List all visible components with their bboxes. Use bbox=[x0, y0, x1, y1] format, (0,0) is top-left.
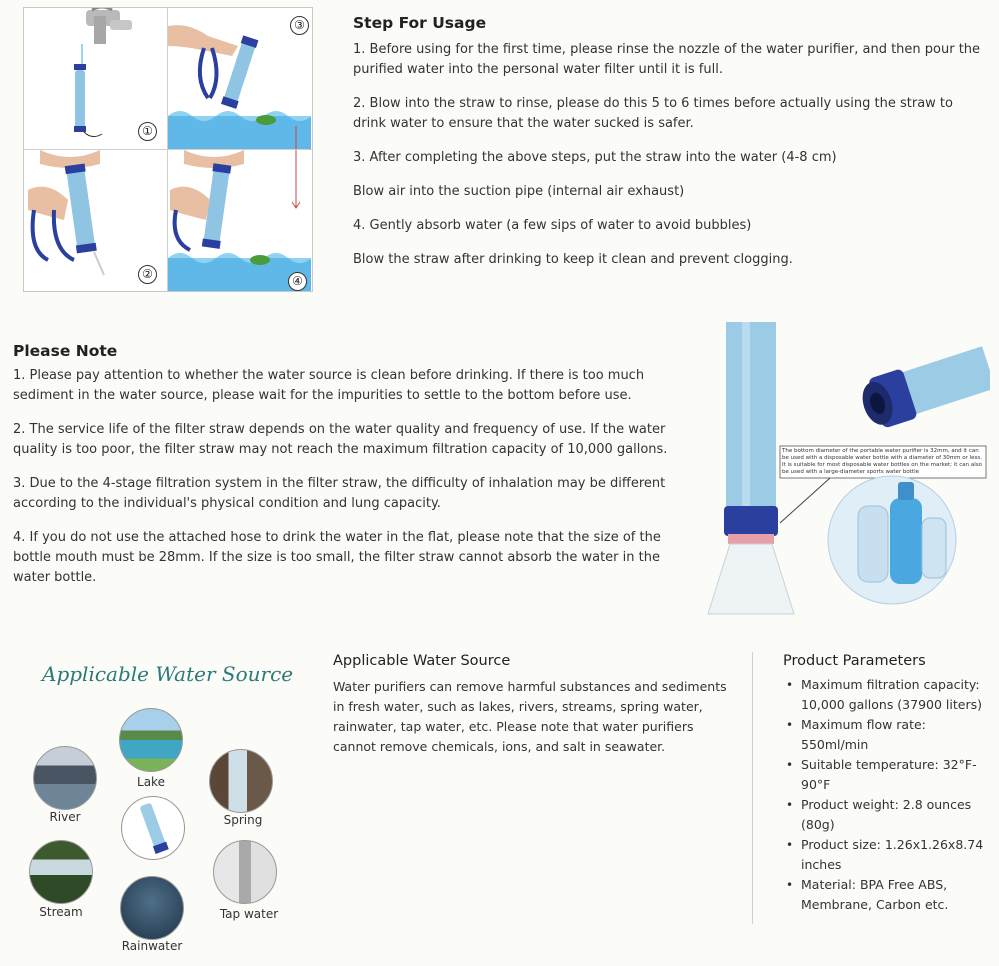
usage-panel-2 bbox=[24, 150, 167, 291]
usage-steps-section bbox=[353, 14, 988, 284]
parameters-list bbox=[783, 675, 989, 915]
tap-water-image bbox=[213, 840, 277, 904]
note-item: 4. If you do not use the attached hose to drink the water in the flat, please note that the size of the bottle mouth must be 28mm. If the size is too small, the filter straw cannot absorb the water in the water bottle. bbox=[13, 530, 661, 585]
water-source-text-body: Water purifiers can remove harmful substances and sediments in fresh water, such as lakes, rivers, streams, spring water, rainwater, tap water, etc. Please note that water purifiers cannot remove chemicals, ions, and salt in seawater. bbox=[333, 679, 727, 754]
usage-panel-3 bbox=[168, 8, 311, 149]
product-callout-text: The bottom diameter of the portable water purifier is 32mm, and it can be used with a disposable water bottle with a diameter of 30mm or less. It is suitable for most disposable water bottles on the market; it can also be used with a large-diameter sports water bottle bbox=[782, 448, 983, 475]
usage-illustration-grid bbox=[23, 7, 313, 292]
source-label-stream: Stream bbox=[39, 905, 83, 919]
usage-panel-4 bbox=[168, 150, 311, 291]
lake-image bbox=[119, 708, 183, 772]
parameter-item: • Maximum flow rate: 550ml/min bbox=[783, 715, 989, 755]
river-image bbox=[33, 746, 97, 810]
product-bottom-illustration bbox=[700, 318, 990, 623]
parameter-item: • Product size: 1.26x1.26x8.74 inches bbox=[783, 835, 989, 875]
note-item: 3. Due to the 4-stage filtration system in the filter straw, the difficulty of inhalation may be different according to the individual's physical condition and lung capacity. bbox=[13, 476, 666, 511]
water-source-graphic-title: Applicable Water Source bbox=[42, 662, 294, 686]
usage-step: Blow the straw after drinking to keep it clean and prevent clogging. bbox=[353, 252, 793, 267]
usage-step: 1. Before using for the first time, please rinse the nozzle of the water purifier, and then pour the purified water into the personal water filter until it is full. bbox=[353, 42, 981, 77]
panel-number-3: ③ bbox=[290, 16, 309, 35]
usage-step: Blow air into the suction pipe (internal air exhaust) bbox=[353, 184, 685, 199]
usage-step: 4. Gently absorb water (a few sips of water to avoid bubbles) bbox=[353, 218, 752, 233]
usage-panel-1 bbox=[24, 8, 167, 149]
note-item: 1. Please pay attention to whether the water source is clean before drinking. If there is too much sediment in the water source, please wait for the impurities to settle to the bottom before use. bbox=[13, 368, 645, 403]
usage-steps-title: Step For Usage bbox=[353, 14, 487, 32]
notes-section bbox=[13, 342, 693, 602]
parameters-title: Product Parameters bbox=[783, 653, 926, 669]
note-item: 2. The service life of the filter straw depends on the water quality and frequency of use. If the water quality is too poor, the filter straw may not reach the maximum filtration capacity of 10,000 gallons. bbox=[13, 422, 668, 457]
water-source-text-title: Applicable Water Source bbox=[333, 653, 511, 669]
notes-title: Please Note bbox=[13, 342, 118, 360]
drink-from-water-illustration bbox=[168, 150, 311, 291]
parameters-section bbox=[783, 653, 989, 915]
source-label-rainwater: Rainwater bbox=[121, 939, 183, 953]
source-label-spring: Spring bbox=[223, 813, 263, 827]
parameter-item: • Suitable temperature: 32°F-90°F bbox=[783, 755, 989, 795]
usage-step: 3. After completing the above steps, put the straw into the water (4-8 cm) bbox=[353, 150, 837, 165]
spring-image bbox=[209, 749, 273, 813]
stream-image bbox=[29, 840, 93, 904]
source-label-tap-water: Tap water bbox=[219, 907, 279, 921]
section-divider bbox=[752, 652, 753, 924]
panel-number-1: ① bbox=[138, 122, 157, 141]
usage-step: 2. Blow into the straw to rinse, please do this 5 to 6 times before actually using the straw to drink water to ensure that the water sucked is safer. bbox=[353, 96, 953, 131]
panel-number-2: ② bbox=[138, 265, 157, 284]
parameter-item: • Material: BPA Free ABS, Membrane, Carbon etc. bbox=[783, 875, 989, 915]
product-center-image bbox=[121, 796, 185, 860]
parameter-item: • Product weight: 2.8 ounces (80g) bbox=[783, 795, 989, 835]
water-source-cluster bbox=[0, 700, 310, 966]
rainwater-image bbox=[120, 876, 184, 940]
straw-in-water-illustration bbox=[168, 8, 311, 149]
panel-number-4: ④ bbox=[288, 272, 307, 291]
water-source-text-section bbox=[333, 653, 733, 757]
parameter-item: • Maximum filtration capacity: 10,000 gallons (37900 liters) bbox=[783, 675, 989, 715]
source-label-river: River bbox=[49, 810, 81, 824]
source-label-lake: Lake bbox=[137, 775, 165, 789]
